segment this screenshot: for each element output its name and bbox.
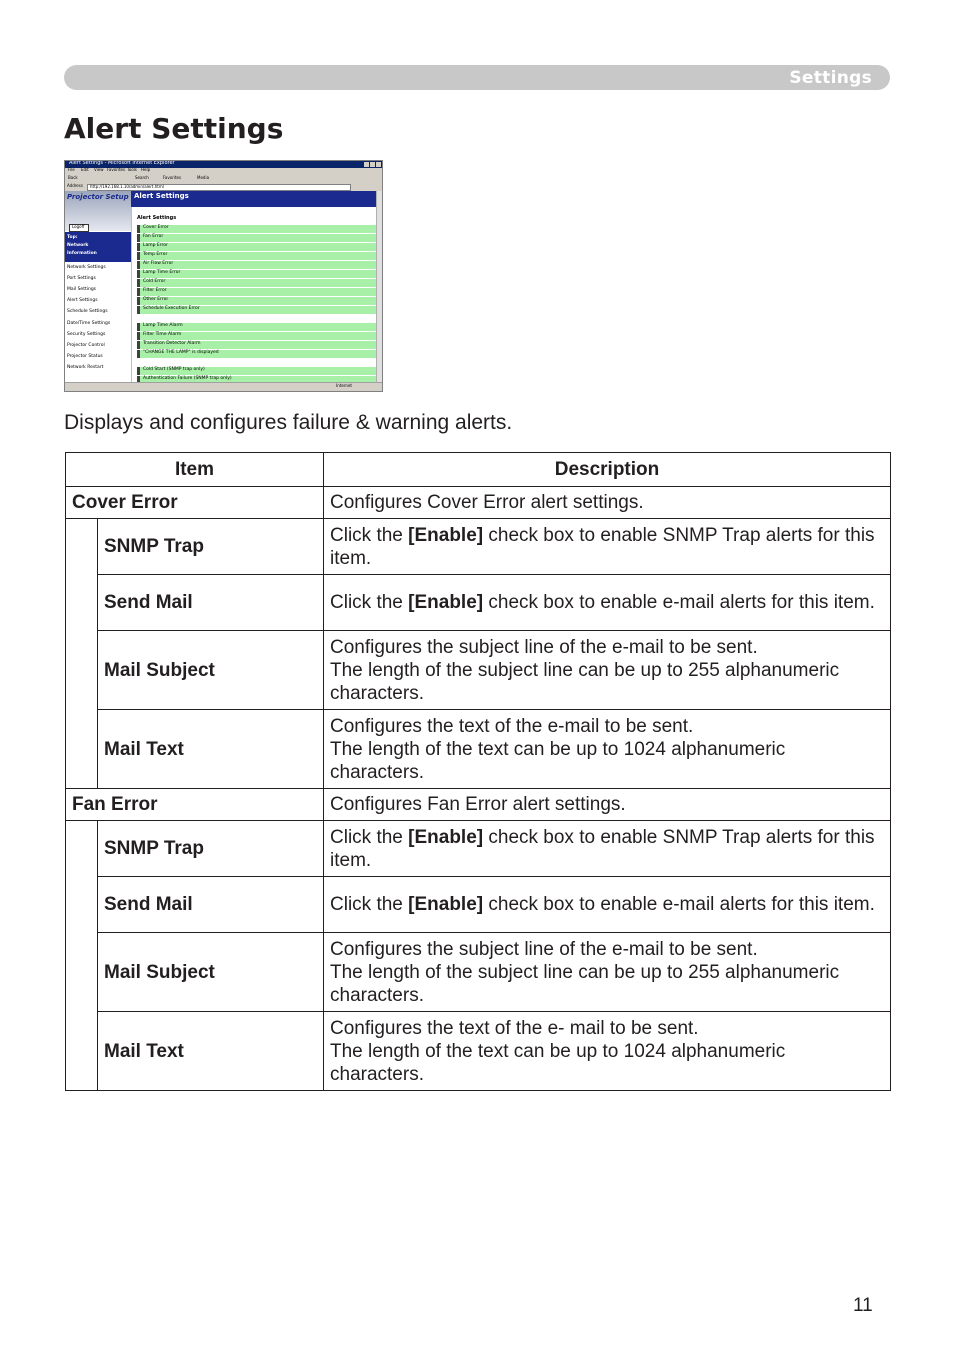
web-main-heading <box>131 191 379 207</box>
sub-item-name: Mail Text <box>98 710 324 789</box>
sub-item-description: Click the [Enable] check box to enable e-mail alerts for this item. <box>324 877 891 933</box>
alert-row: Transition Detector Alarm <box>137 341 379 350</box>
minimize-icon <box>364 162 369 167</box>
alert-row: Lamp Time Error <box>137 270 379 279</box>
group-description: Configures Fan Error alert settings. <box>324 789 891 821</box>
logoff-button <box>69 224 89 232</box>
browser-status-bar <box>65 382 382 391</box>
table-row <box>66 933 891 1012</box>
sub-item-name: SNMP Trap <box>98 821 324 877</box>
indent-cell <box>66 519 98 789</box>
toolbar-media: Media <box>197 175 210 180</box>
sub-item-description: Click the [Enable] check box to enable SNMP Trap alerts for this item. <box>324 519 891 575</box>
toolbar-search: Search <box>135 175 149 180</box>
alert-row: Fan Error <box>137 234 379 243</box>
status-text: Internet <box>336 383 352 388</box>
table-row <box>66 789 891 821</box>
table-header-row <box>66 453 891 487</box>
nav-item: Date/Time Settings <box>67 321 111 326</box>
web-main-heading-text: Alert Settings <box>134 192 189 200</box>
nav-item: Projector Control <box>67 343 105 348</box>
sub-item-name: Mail Subject <box>98 631 324 710</box>
group-item-name: Fan Error <box>66 789 324 821</box>
nav-item: Network Settings <box>67 265 106 270</box>
web-sidebar <box>65 191 132 384</box>
page-number: 11 <box>853 1295 873 1316</box>
logoff-label: Logoff <box>72 224 85 229</box>
nav-item: Security Settings <box>67 332 106 337</box>
alert-row: "CHANGE THE LAMP" is displayed <box>137 350 379 359</box>
section-header-bar <box>64 65 890 90</box>
column-header-description: Description <box>324 453 891 487</box>
web-sub-heading: Alert Settings <box>137 215 177 221</box>
indent-cell <box>66 821 98 1091</box>
table-row <box>66 519 891 575</box>
table-row <box>66 631 891 710</box>
topnav-line-2: Network <box>67 243 89 248</box>
intro-text: Displays and configures failure & warning alerts. <box>64 411 513 434</box>
alert-row: Filter Time Alarm <box>137 332 379 341</box>
alert-settings-screenshot <box>64 160 383 392</box>
sub-item-name: Mail Subject <box>98 933 324 1012</box>
top-network-information <box>65 232 131 262</box>
logo-text: Projector Setup <box>67 193 129 201</box>
alert-row: Authentication Failure (SNMP trap only) <box>137 376 379 385</box>
enable-label: [Enable] <box>408 894 484 915</box>
browser-window-title: Alert Settings - Microsoft Internet Explorer <box>69 160 175 166</box>
alert-row: Filter Error <box>137 288 379 297</box>
nav-item: Network Restart <box>67 365 104 370</box>
menu-tools: Tools <box>127 167 137 172</box>
toolbar-back: Back <box>68 175 78 180</box>
close-icon <box>376 162 381 167</box>
nav-item: Alert Settings <box>67 298 98 303</box>
browser-content <box>65 191 379 384</box>
alert-row: Temp Error <box>137 252 379 261</box>
nav-item: Mail Settings <box>67 287 97 292</box>
sub-item-description: Configures the subject line of the e-mail to be sent. The length of the subject line can be up to 255 alphanumeric characters. <box>324 631 891 710</box>
table-row <box>66 575 891 631</box>
menu-help: Help <box>141 167 151 172</box>
page-title: Alert Settings <box>64 112 284 145</box>
alert-row: Cold Start (SNMP trap only) <box>137 367 379 376</box>
address-value: http://192.168.1.10/admin/alert.html <box>90 184 164 189</box>
menu-file: File <box>68 167 75 172</box>
table-row <box>66 487 891 519</box>
table-row <box>66 821 891 877</box>
alert-settings-table <box>65 452 891 1091</box>
menu-edit: Edit <box>81 167 89 172</box>
alert-row: Schedule Execution Error <box>137 306 379 315</box>
nav-item: Schedule Settings <box>67 309 108 314</box>
topnav-line-3: Information <box>67 251 97 256</box>
enable-label: [Enable] <box>408 592 484 613</box>
table-row <box>66 710 891 789</box>
alert-row: Cold Error <box>137 279 379 288</box>
enable-label: [Enable] <box>408 826 484 848</box>
sub-item-description: Click the [Enable] check box to enable SNMP Trap alerts for this item. <box>324 821 891 877</box>
alert-row: Cover Error <box>137 225 379 234</box>
sub-item-description: Configures the subject line of the e-mail to be sent. The length of the subject line can be up to 255 alphanumeric characters. <box>324 933 891 1012</box>
sub-item-description: Configures the text of the e- mail to be sent. The length of the text can be up to 1024 alphanumeric characters. <box>324 1012 891 1091</box>
sub-item-name: SNMP Trap <box>98 519 324 575</box>
menu-view: View <box>94 167 104 172</box>
nav-item: Port Settings <box>67 276 96 281</box>
sub-item-name: Send Mail <box>98 877 324 933</box>
alert-row: Air Flow Error <box>137 261 379 270</box>
sub-item-name: Mail Text <box>98 1012 324 1091</box>
topnav-line-1: Top: <box>67 235 78 240</box>
sub-item-description: Click the [Enable] check box to enable e-mail alerts for this item. <box>324 575 891 631</box>
menu-favorites: Favorites <box>107 167 126 172</box>
alert-row: Other Error <box>137 297 379 306</box>
alert-row: Lamp Error <box>137 243 379 252</box>
table-row <box>66 1012 891 1091</box>
column-header-item: Item <box>66 453 324 487</box>
sub-item-description: Configures the text of the e-mail to be sent. The length of the text can be up to 1024 alphanumeric characters. <box>324 710 891 789</box>
browser-address-bar <box>65 183 382 191</box>
nav-item: Projector Status <box>67 354 103 359</box>
toolbar-favorites: Favorites <box>163 175 182 180</box>
group-description: Configures Cover Error alert settings. <box>324 487 891 519</box>
maximize-icon <box>370 162 375 167</box>
enable-label: [Enable] <box>408 524 484 546</box>
section-label: Settings <box>789 68 872 88</box>
address-label: Address <box>67 183 83 188</box>
alert-row: Lamp Time Alarm <box>137 323 379 332</box>
browser-scrollbar <box>376 191 382 384</box>
group-item-name: Cover Error <box>66 487 324 519</box>
table-row <box>66 877 891 933</box>
sub-item-name: Send Mail <box>98 575 324 631</box>
address-field <box>87 184 351 191</box>
